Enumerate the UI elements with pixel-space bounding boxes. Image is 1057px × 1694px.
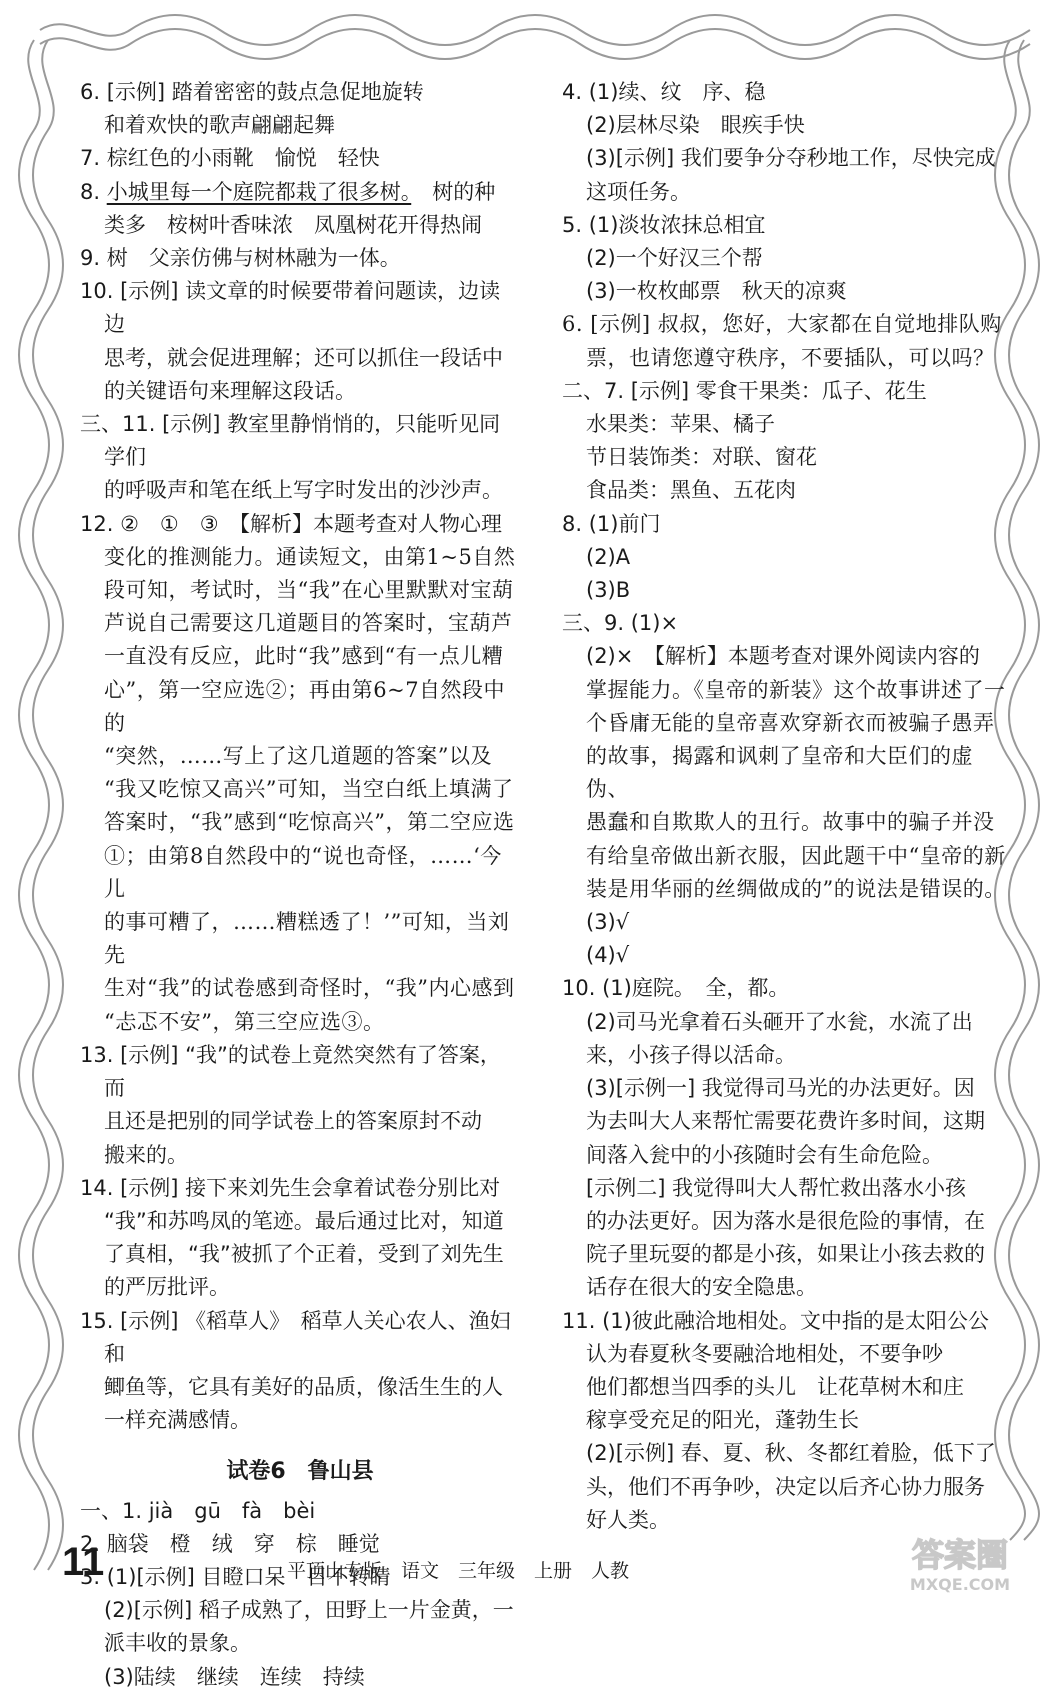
analysis-line: 的故事，揭露和讽刺了皇帝和大臣们的虚伪、 (586, 744, 973, 802)
answer-line: 节日装饰类：对联、窗花 (586, 445, 817, 470)
answer-line: (2)司马光拿着石头砸开了水瓮，水流了出 (586, 1009, 973, 1034)
answer-line: (3)一枚枚邮票 秋天的凉爽 (586, 279, 847, 304)
answer-line: (3)B (586, 578, 631, 603)
footer-edition-text: 平顶山专版 语文 三年级 上册 人教 (287, 1560, 630, 1582)
answer-line: (3)陆续 继续 连续 持续 (104, 1664, 365, 1689)
answer-line: 的严厉批评。 (104, 1275, 230, 1300)
answer-line: 12. ② ① ③ 【解析】本题考查对人物心理 (80, 511, 503, 536)
analysis-line: 答案时，“我”感到“吃惊高兴”，第二空应选 (104, 810, 515, 835)
answer-line: 食品类：黑鱼、五花肉 (586, 478, 796, 503)
answer-line: 6. [示例] 踏着密密的鼓点急促地旋转 (80, 80, 424, 104)
answer-line: 2. 脑袋 橙 绒 穿 棕 睡觉 (80, 1531, 380, 1556)
left-column (80, 76, 520, 1694)
answer-line: 和着欢快的歌声翩翩起舞 (104, 113, 335, 138)
answer-line: 话存在很大的安全隐患。 (586, 1275, 817, 1300)
answer-line: 一样充满感情。 (104, 1408, 251, 1433)
answer-line: 13. [示例] “我”的试卷上竟然突然有了答案，而 (80, 1042, 501, 1101)
answer-line: 8. (1)前门 (562, 511, 661, 536)
answer-line: 二、7. [示例] 零食干果类：瓜子、花生 (562, 378, 927, 403)
answer-text: 树的种 (411, 179, 496, 204)
answer-line: 6. [示例] 叔叔，您好，大家都在自觉地排队购 (562, 312, 1002, 337)
answer-line: (2)[示例] 春、夏、秋、冬都红着脸，低下了 (586, 1441, 996, 1466)
analysis-line: 段可知，考试时，当“我”在心里默默对宝葫 (104, 578, 514, 603)
answer-line (80, 176, 520, 209)
right-column (562, 76, 1014, 1537)
answer-line: 思考，就会促进理解；还可以抓住一段话中 (104, 345, 503, 370)
answer-line: 15. [示例] 《稻草人》 稻草人关心农人、渔妇和 (80, 1308, 511, 1366)
answer-line: 稼享受充足的阳光，蓬勃生长 (586, 1408, 859, 1433)
answer-line: 且还是把别的同学试卷上的答案原封不动 (104, 1109, 482, 1134)
answer-line: 5. (1)淡妆浓抹总相宜 (562, 212, 766, 237)
answer-line: (2)A (586, 544, 631, 569)
answer-line: 10. (1)庭院。 全，都。 (562, 976, 790, 1001)
answer-line: 14. [示例] 接下来刘先生会拿着试卷分别比对 (80, 1175, 501, 1200)
underlined-answer: 小城里每一个庭院都栽了很多树。 (106, 179, 412, 204)
analysis-line: 心”，第一空应选②；再由第6~7自然段中的 (104, 677, 506, 735)
answer-line: 认为春夏秋冬要融洽地相处，不要争吵 (586, 1341, 943, 1366)
answer-line: 这项任务。 (586, 179, 691, 204)
answer-line: 间落入瓮中的小孩随时会有生命危险。 (586, 1142, 943, 1167)
answer-line: 为去叫大人来帮忙需要花费许多时间，这期 (586, 1109, 985, 1134)
analysis-line: 愚蠢和自欺欺人的丑行。故事中的骗子并没 (586, 810, 995, 835)
answer-line: 的呼吸声和笔在纸上写字时发出的沙沙声。 (104, 478, 503, 503)
answer-line: 7. 棕红色的小雨靴 愉悦 轻快 (80, 146, 380, 171)
answer-line: “我”和苏鸣凤的笔迹。最后通过比对，知道 (104, 1208, 504, 1233)
analysis-line: 掌握能力。《皇帝的新装》这个故事讲述了一 (586, 677, 1006, 702)
answer-line: [示例二] 我觉得叫大人帮忙救出落水小孩 (586, 1175, 967, 1200)
analysis-line: 个昏庸无能的皇帝喜欢穿新衣而被骗子愚弄 (586, 710, 995, 735)
analysis-line: 一直没有反应，此时“我”感到“有一点儿糟 (104, 644, 504, 669)
answer-line: 类多 桉树叶香味浓 凤凰树花开得热闹 (104, 212, 482, 237)
answer-line: 三、9. (1)× (562, 611, 679, 636)
answer-number: 8. (80, 179, 107, 204)
answer-line: (2)× 【解析】本题考查对课外阅读内容的 (586, 644, 980, 669)
answer-line: 一、1. jià gū fà bèi (80, 1498, 316, 1523)
answer-line: 10. [示例] 读文章的时候要带着问题读，边读边 (80, 279, 501, 337)
answer-line: (3)[示例一] 我觉得司马光的办法更好。因 (586, 1076, 975, 1101)
answer-line: (2)[示例] 稻子成熟了，田野上一片金黄，一 (104, 1598, 514, 1623)
answer-line: 的关键语句来理解这段话。 (104, 378, 356, 403)
page-number: 11 (62, 1540, 105, 1584)
watermark-url-text: MXQE.COM (909, 1575, 1011, 1594)
answer-line: 4. (1)续、纹 序、稳 (562, 80, 766, 104)
answer-line: 三、11. [示例] 教室里静悄悄的，只能听见同学们 (80, 412, 501, 470)
answer-line: (3)[示例] 我们要争分夺秒地工作，尽快完成 (586, 146, 996, 171)
answer-line: 来，小孩子得以活命。 (586, 1042, 796, 1067)
analysis-line: 变化的推测能力。通读短文，由第1~5自然 (104, 544, 516, 569)
answer-line: 派丰收的景象。 (104, 1631, 251, 1656)
analysis-line: 芦说自己需要这几道题目的答案时，宝葫芦 (104, 611, 513, 636)
answer-line: 头，他们不再争吵，决定以后齐心协力服务 (586, 1474, 985, 1499)
answer-line: (2)一个好汉三个帮 (586, 246, 763, 271)
analysis-line: 生对“我”的试卷感到奇怪时，“我”内心感到 (104, 976, 515, 1001)
answer-line: 好人类。 (586, 1507, 670, 1532)
page-footer (62, 1540, 1022, 1590)
answer-line: 水果类：苹果、橘子 (586, 412, 775, 437)
answer-line: 的办法更好。因为落水是很危险的事情，在 (586, 1208, 985, 1233)
answer-line: (4)√ (586, 943, 630, 968)
answer-line: 3. (1)[示例] 目瞪口呆 目不转睛 (80, 1564, 391, 1589)
analysis-line: ①；由第8自然段中的“说也奇怪，……‘今儿 (104, 843, 502, 901)
section-heading: 试卷6 鲁山县 (226, 1459, 374, 1485)
answer-line: 9. 树 父亲仿佛与树林融为一体。 (80, 246, 401, 271)
answer-line: (3)√ (586, 910, 630, 935)
answer-line: 他们都想当四季的头儿 让花草树木和庄 (586, 1374, 964, 1399)
answer-line: 搬来的。 (104, 1142, 188, 1167)
analysis-line: “忐忑不安”，第三空应选③。 (104, 1009, 385, 1034)
analysis-line: “突然，……写上了这几道题的答案”以及 (104, 744, 492, 769)
analysis-line: “我又吃惊又高兴”可知，当空白纸上填满了 (104, 777, 514, 802)
analysis-line: 的事可糟了，……糟糕透了！’”可知，当刘先 (104, 910, 510, 968)
analysis-line: 装是用华丽的丝绸做成的”的说法是错误的。 (586, 876, 1006, 901)
answer-line: 11. (1)彼此融洽地相处。文中指的是太阳公公 (562, 1308, 989, 1333)
answer-line: 了真相，“我”被抓了个正着，受到了刘先生 (104, 1242, 504, 1267)
watermark-main-text: 答案圈 (911, 1536, 1009, 1574)
analysis-line: 有给皇帝做出新衣服，因此题干中“皇帝的新 (586, 843, 1006, 868)
answer-line: 票，也请您遵守秩序，不要插队，可以吗？ (586, 345, 995, 370)
answer-line: (2)层林尽染 眼疾手快 (586, 113, 805, 138)
answer-line: 院子里玩耍的都是小孩，如果让小孩去救的 (586, 1242, 985, 1267)
watermark-logo (880, 1530, 1040, 1596)
answer-line: 鲫鱼等，它具有美好的品质，像活生生的人 (104, 1374, 503, 1399)
